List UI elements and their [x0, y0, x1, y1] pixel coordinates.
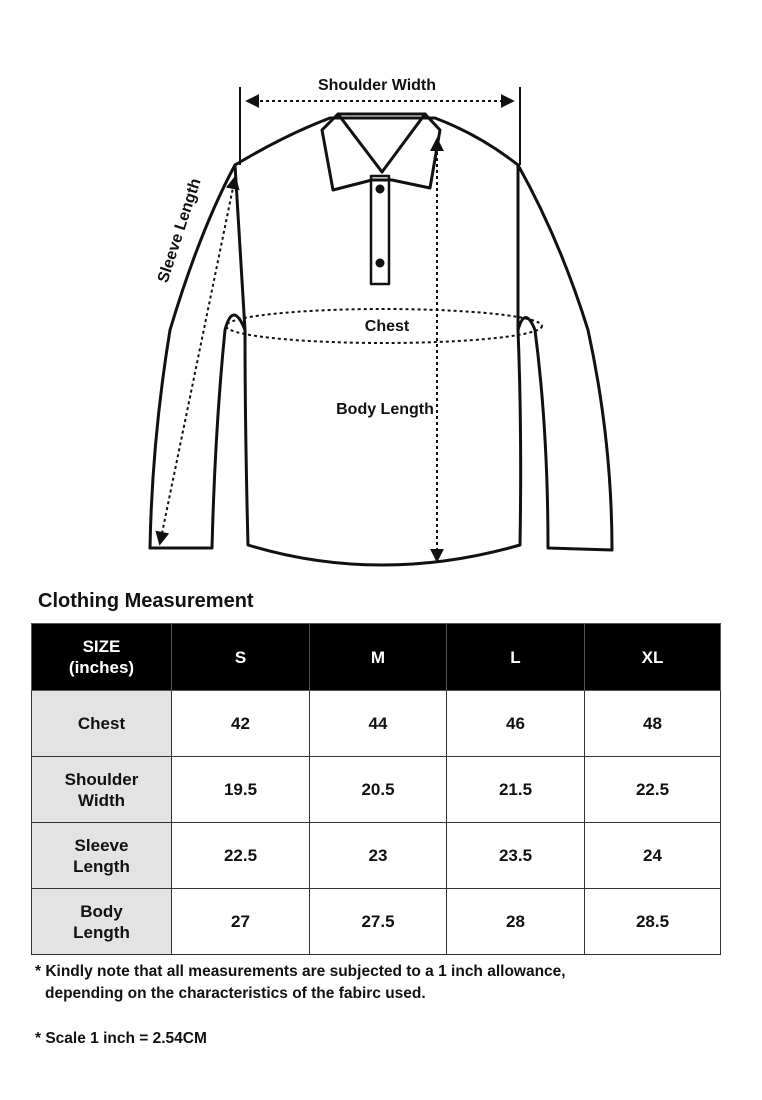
allowance-note	[35, 961, 566, 1005]
collar-neckline	[338, 114, 425, 172]
table-cell: 42	[172, 691, 310, 757]
shoulder-width-label: Shoulder Width	[317, 77, 437, 94]
table-cell: 28	[447, 889, 585, 955]
table-cell: 23	[310, 823, 447, 889]
header-size-cell	[32, 624, 172, 691]
shirt-body-outline	[235, 118, 521, 565]
allowance-note-line1: * Kindly note that all measurements are subjected to a 1 inch allowance,	[35, 963, 566, 980]
header-unit-label: (inches)	[68, 658, 135, 677]
table-cell: 19.5	[172, 757, 310, 823]
header-size-m: M	[310, 624, 447, 691]
row-label-line: Width	[77, 790, 126, 810]
table-cell: 27.5	[310, 889, 447, 955]
table-cell: 44	[310, 691, 447, 757]
header-size-label: SIZE	[82, 637, 121, 656]
header-size-s: S	[172, 624, 310, 691]
row-label-line: Body	[80, 901, 123, 921]
table-cell: 20.5	[310, 757, 447, 823]
row-label-line: Sleeve	[74, 835, 129, 855]
table-cell: 27	[172, 889, 310, 955]
section-title: Clothing Measurement	[38, 590, 254, 612]
right-sleeve-outline	[518, 165, 612, 550]
row-label-body-length	[32, 889, 172, 955]
chest-label: Chest	[364, 318, 410, 335]
button-bottom	[376, 259, 385, 268]
allowance-note-line2: depending on the characteristics of the fabirc used.	[45, 985, 426, 1002]
table-cell: 24	[585, 823, 721, 889]
row-label-sleeve-length	[32, 823, 172, 889]
table-cell: 22.5	[585, 757, 721, 823]
table-cell: 21.5	[447, 757, 585, 823]
table-cell: 28.5	[585, 889, 721, 955]
table-header-row	[32, 624, 721, 691]
size-chart-table	[31, 623, 721, 955]
row-label-chest	[32, 691, 172, 757]
table-row	[32, 691, 721, 757]
sleeve-length-label: Sleeve Length	[154, 176, 205, 285]
scale-note: * Scale 1 inch = 2.54CM	[35, 1030, 207, 1047]
table-row	[32, 889, 721, 955]
table-cell: 23.5	[447, 823, 585, 889]
button-top	[376, 185, 385, 194]
header-size-l: L	[447, 624, 585, 691]
row-label-line: Shoulder	[64, 769, 139, 789]
header-size-xl: XL	[585, 624, 721, 691]
row-label-line: Length	[73, 922, 130, 942]
table-row	[32, 757, 721, 823]
row-label-shoulder-width	[32, 757, 172, 823]
table-row	[32, 823, 721, 889]
row-label-line: Chest	[77, 714, 126, 733]
row-label-line: Length	[73, 856, 130, 876]
table-cell: 22.5	[172, 823, 310, 889]
table-cell: 46	[447, 691, 585, 757]
table-cell: 48	[585, 691, 721, 757]
collar-outline	[322, 114, 440, 190]
body-length-label: Body Length	[336, 401, 434, 418]
